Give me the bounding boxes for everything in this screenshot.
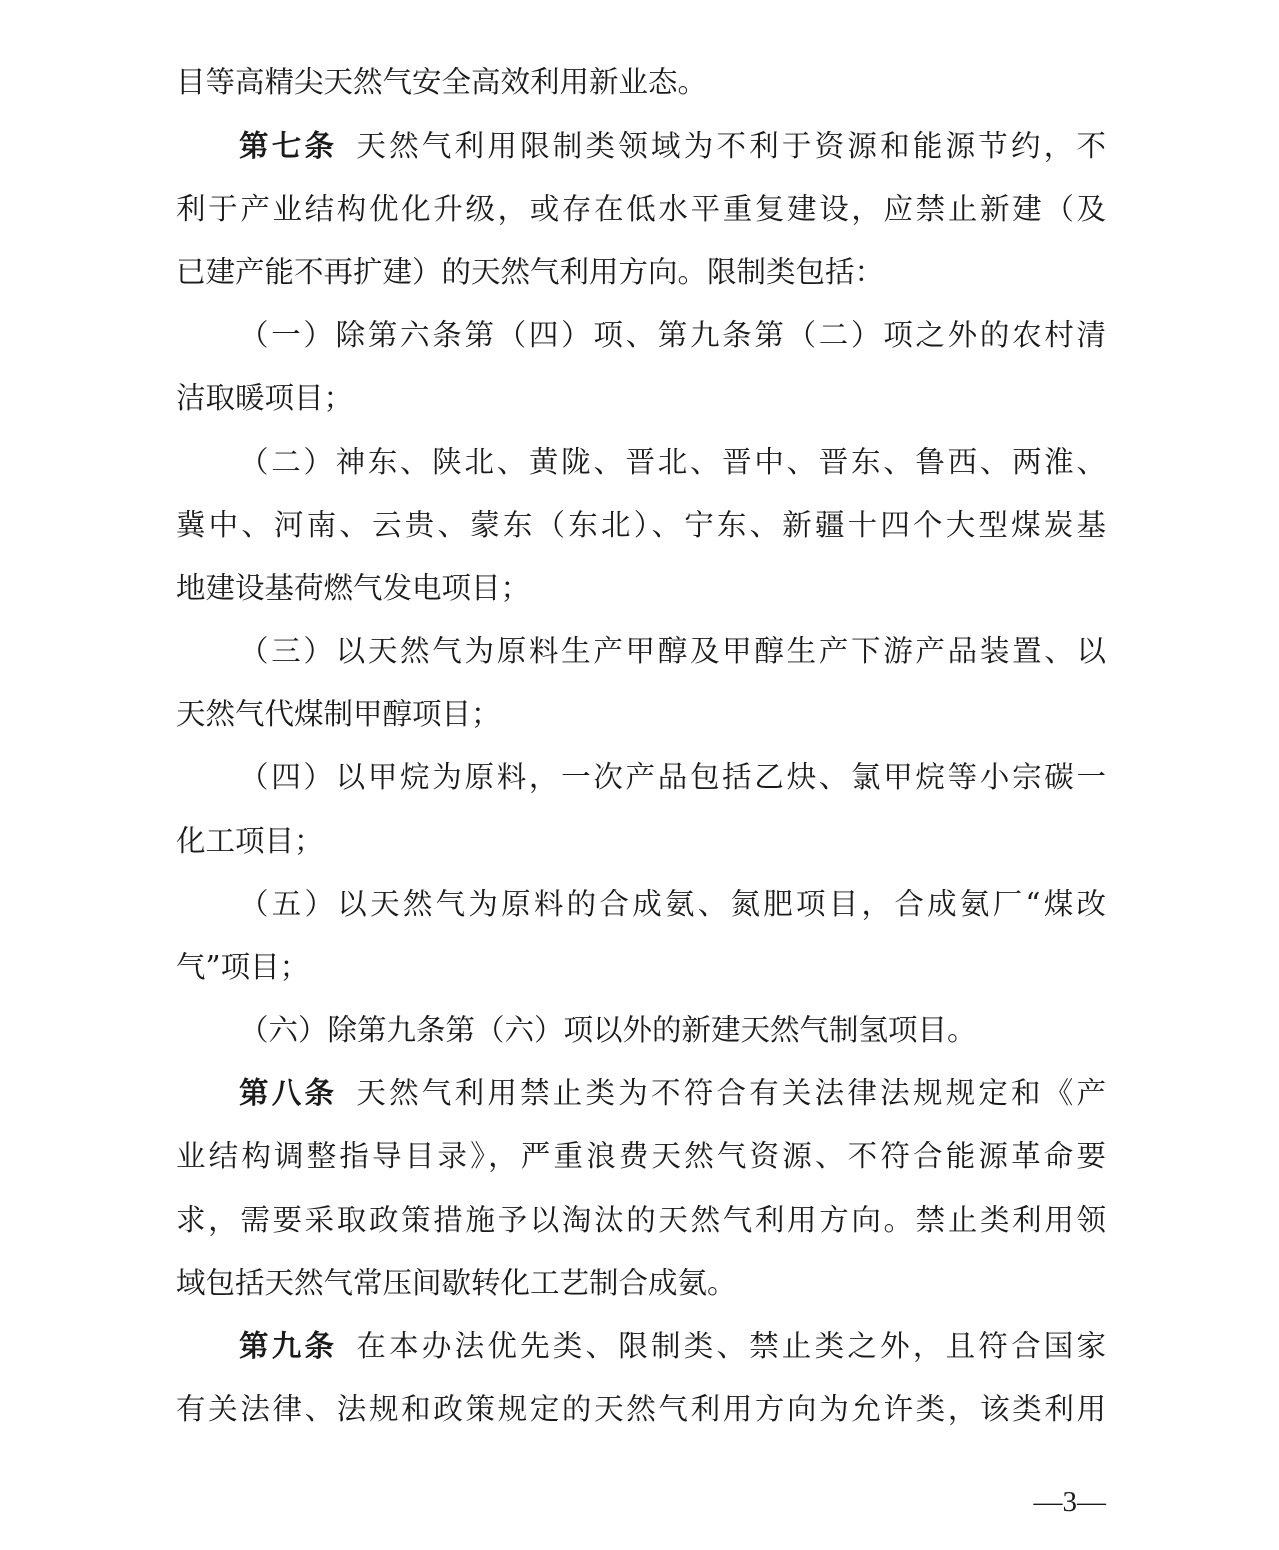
article-9-paragraph (239, 1326, 1106, 1366)
text-line: 有关法律、法规和政策规定的天然气利用方向为允许类，该类利用 (176, 1392, 1106, 1426)
text-line: 业结构调整指导目录》，严重浪费天然气资源、不符合能源革命要 (176, 1139, 1106, 1173)
article-heading: 第九条 (239, 1329, 338, 1363)
text-line: 域包括天然气常压间歇转化工艺制合成氨。 (176, 1266, 737, 1300)
text-line: 天然气利用限制类领域为不利于资源和能源节约，不 (353, 129, 1106, 163)
text-line: 冀中、河南、云贵、蒙东（东北）、宁东、新疆十四个大型煤炭基 (176, 508, 1106, 542)
list-item-line: （三）以天然气为原料生产甲醇及甲醇生产下游产品装置、以 (239, 634, 1106, 668)
text-line: 洁取暖项目； (176, 381, 354, 415)
text-line: 化工项目； (176, 824, 324, 858)
text-line: 利于产业结构优化升级，或存在低水平重复建设，应禁止新建（及 (176, 192, 1106, 226)
article-8-paragraph (239, 1073, 1106, 1113)
text-line: 求，需要采取政策措施予以淘汰的天然气利用方向。禁止类利用领 (176, 1203, 1106, 1237)
list-item-line: （一）除第六条第（四）项、第九条第（二）项之外的农村清 (239, 318, 1106, 352)
article-heading: 第七条 (239, 129, 338, 163)
text-line: 天然气代煤制甲醇项目； (176, 697, 501, 731)
text-line: 气”项目； (176, 950, 310, 984)
text-line: 在本办法优先类、限制类、禁止类之外，且符合国家 (353, 1329, 1106, 1363)
page-number: —3— (1033, 1486, 1106, 1518)
list-item-line: （五）以天然气为原料的合成氨、氮肥项目，合成氨厂“煤改 (239, 887, 1106, 921)
list-item-line: （四）以甲烷为原料，一次产品包括乙炔、氯甲烷等小宗碳一 (239, 760, 1106, 794)
text-line: 目等高精尖天然气安全高效利用新业态。 (176, 65, 708, 99)
list-item-line: （六）除第九条第（六）项以外的新建天然气制氢项目。 (239, 1013, 977, 1047)
text-line: 地建设基荷燃气发电项目； (176, 571, 531, 605)
list-item-line: （二）神东、陕北、黄陇、晋北、晋中、晋东、鲁西、两淮、 (239, 445, 1106, 479)
article-heading: 第八条 (239, 1076, 338, 1110)
text-line: 已建产能不再扩建）的天然气利用方向。限制类包括： (176, 255, 885, 289)
text-line: 天然气利用禁止类为不符合有关法律法规规定和《产 (353, 1076, 1106, 1110)
article-7-paragraph (239, 126, 1106, 166)
